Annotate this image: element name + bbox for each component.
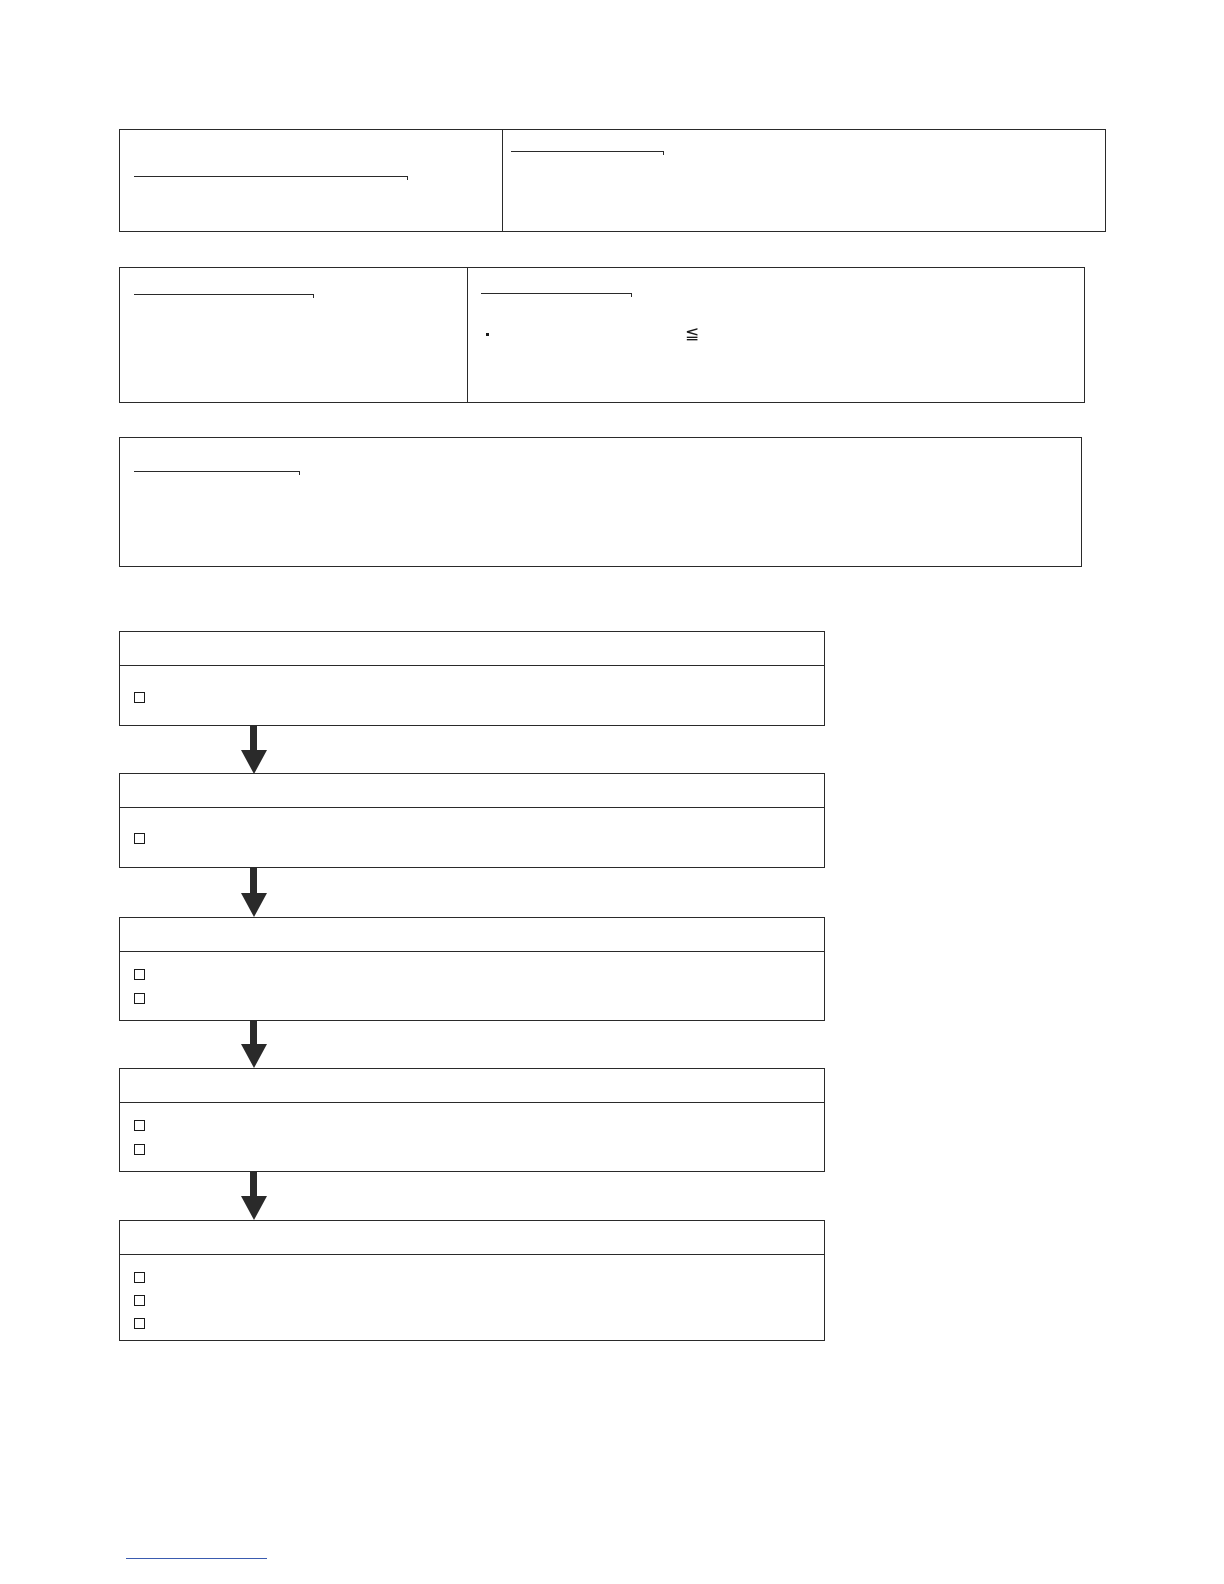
flow-step-3-item-2[interactable] <box>134 990 155 1006</box>
flow-step-2-header <box>120 774 824 808</box>
checkbox-icon[interactable] <box>134 833 145 844</box>
checkbox-icon[interactable] <box>134 1120 145 1131</box>
flow-step-5-item-3[interactable] <box>134 1315 155 1331</box>
flow-step-4-header <box>120 1069 824 1103</box>
flow-step-4-item-2[interactable] <box>134 1141 155 1157</box>
checkbox-icon[interactable] <box>134 1272 145 1283</box>
flow-step-4-item-1[interactable] <box>134 1117 155 1133</box>
notes-underline <box>134 471 299 472</box>
bullet-icon <box>486 333 489 336</box>
flow-step-1-item-1[interactable] <box>134 689 155 705</box>
flow-step-2-item-1[interactable] <box>134 830 155 846</box>
header-box-divider <box>502 130 503 231</box>
header-right-underline <box>511 151 663 152</box>
checkbox-icon[interactable] <box>134 1318 145 1329</box>
criteria-left-underline <box>134 294 313 295</box>
flow-step-3-header <box>120 918 824 952</box>
flow-step-5-item-1[interactable] <box>134 1269 155 1285</box>
checkbox-icon[interactable] <box>134 993 145 1004</box>
footer-link[interactable] <box>126 1558 267 1559</box>
criteria-box <box>119 267 1085 403</box>
checkbox-icon[interactable] <box>134 1144 145 1155</box>
criteria-box-divider <box>467 268 468 402</box>
flow-step-3-item-1[interactable] <box>134 966 155 982</box>
flow-step-5-header <box>120 1221 824 1255</box>
flow-step-4 <box>119 1068 825 1172</box>
down-arrow-icon <box>241 1021 267 1068</box>
flow-step-1 <box>119 631 825 726</box>
less-equal-symbol: ≦ <box>685 324 700 344</box>
flow-step-1-header <box>120 632 824 666</box>
down-arrow-icon <box>241 868 267 917</box>
criteria-right-underline <box>481 293 631 294</box>
checkbox-icon[interactable] <box>134 1295 145 1306</box>
notes-box <box>119 437 1082 567</box>
checkbox-icon[interactable] <box>134 969 145 980</box>
flow-step-5 <box>119 1220 825 1341</box>
flow-step-3 <box>119 917 825 1021</box>
down-arrow-icon <box>241 1172 267 1220</box>
flow-step-2 <box>119 773 825 868</box>
down-arrow-icon <box>241 726 267 774</box>
checkbox-icon[interactable] <box>134 692 145 703</box>
header-box <box>119 129 1106 232</box>
header-left-underline <box>134 176 407 177</box>
flow-step-5-item-2[interactable] <box>134 1292 155 1308</box>
